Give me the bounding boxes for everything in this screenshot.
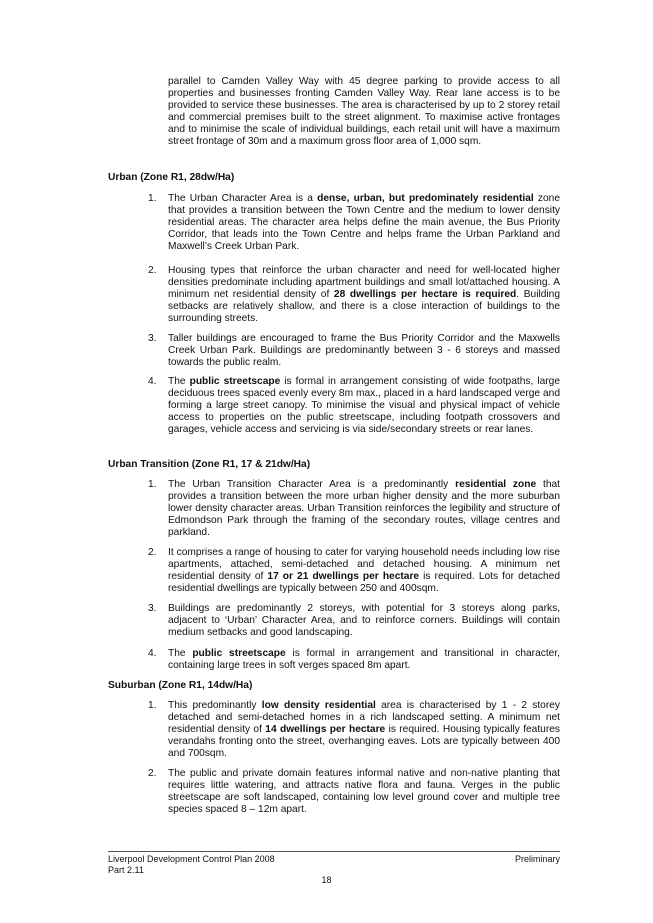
- body-text: zone that provides a transition between the Town Centre and the medium to lower density residential areas. The character area helps define the main avenue, the Bus Priority Corridor, that leads into the Town Centre and helps frame the Urban Parkland and Maxwell’s Creek Urban Park.: [168, 193, 560, 253]
- body-text: is formal in arrangement and transitional in character, containing large trees in soft verges spaced 8m apart.: [168, 648, 560, 672]
- list-item: [148, 547, 560, 595]
- footer-divider: [108, 851, 560, 852]
- list-item: [148, 333, 560, 369]
- item-number: 3.: [148, 603, 157, 614]
- list-item: [148, 768, 560, 816]
- item-text: [168, 768, 560, 816]
- item-number: 1.: [148, 700, 157, 711]
- item-text: [168, 603, 560, 639]
- body-text: The: [168, 648, 193, 659]
- item-number: 4.: [148, 648, 157, 659]
- item-text: [168, 193, 560, 253]
- body-text: is required. Housing typically features verandahs fronting onto the street, overhanging eaves. Lots are typically between 400 and 700sqm.: [168, 724, 560, 760]
- body-text: is required. Lots for detached residential dwellings are typically between 250 and 400sqm.: [168, 571, 561, 595]
- item-text: [168, 547, 560, 595]
- body-text: Taller buildings are encouraged to frame the Bus Priority Corridor and the Maxwells Creek Urban Park. Buildings are predominantly between 3 - 6 storeys and massed towards the public realm.: [168, 333, 560, 369]
- item-number: 1.: [148, 193, 157, 204]
- item-number: 2.: [148, 265, 157, 276]
- body-text: Housing types that reinforce the urban character and need for well-located higher densities predominate including apartment buildings and small lot/attached housing. A minimum net residential density of: [168, 265, 560, 301]
- intro-paragraph: parallel to Camden Valley Way with 45 degree parking to provide access to all properties and businesses fronting Camden Valley Way. Rear lane access is to be provided to service these businesses. The area is characterised by up to 2 storey retail and commercial premises built to the street alignment. To maximise active frontages and to minimise the scale of individual buildings, each retail unit will have a maximum street frontage of 30m and a maximum gross floor area of 1,000 sqm.: [168, 76, 560, 148]
- body-text: Buildings are predominantly 2 storeys, with potential for 3 storeys along parks, adjacent to ‘Urban’ Character Area, and to reinforce corners. Buildings will contain medium setbacks and good landscaping.: [168, 603, 560, 639]
- section-heading-urban: Urban (Zone R1, 28dw/Ha): [108, 172, 235, 183]
- item-text: [168, 376, 560, 436]
- section-heading-suburban: Suburban (Zone R1, 14dw/Ha): [108, 680, 253, 691]
- body-text: that provides a transition between the more urban higher density and the more suburban lower density character areas. Urban Transition reinforces the legibility and structure of Edmondson Park through the framing of the secondary routes, village centres and parkland.: [168, 479, 560, 539]
- item-text: [168, 700, 560, 760]
- list-item: [148, 648, 560, 672]
- body-text: The Urban Transition Character Area is a predominantly: [168, 479, 456, 490]
- body-text: is formal in arrangement consisting of wide footpaths, large deciduous trees spaced evenly every 8m max., placed in a hard landscaped verge and forming a large street canopy. To minimise the visual and physical impact of vehicle access to properties on the public streetscape, including footpath crossovers and garages, vehicle access and servicing is via side/secondary streets or rear lanes.: [168, 376, 560, 436]
- footer-status: Preliminary: [514, 854, 560, 864]
- list-item: [148, 603, 560, 639]
- item-number: 2.: [148, 768, 157, 779]
- emphasis-text: public streetscape: [192, 648, 286, 659]
- item-number: 4.: [148, 376, 157, 387]
- emphasis-text: public streetscape: [189, 376, 281, 387]
- emphasis-text: low density residential: [261, 700, 376, 711]
- body-text: The: [168, 376, 190, 387]
- list-item: [148, 265, 560, 325]
- list-item: [148, 376, 560, 436]
- item-text: [168, 479, 560, 539]
- body-text: This predominantly: [168, 700, 262, 711]
- item-text: [168, 648, 560, 672]
- item-number: 2.: [148, 547, 157, 558]
- section-heading-urban-transition: Urban Transition (Zone R1, 17 & 21dw/Ha): [108, 459, 311, 470]
- body-text: . Building setbacks are relatively shallow, and there is a close interaction of buildings to the surrounding streets.: [168, 289, 560, 325]
- body-text: The public and private domain features informal native and non-native planting that requires little watering, and attracts native flora and fauna. Verges in the public streetscape are soft landscaped, containing low level ground cover and multiple tree species spaced 8 – 12m apart.: [168, 768, 560, 816]
- body-text: The Urban Character Area is a: [168, 193, 318, 204]
- item-number: 1.: [148, 479, 157, 490]
- emphasis-text: dense, urban, but predominately residential: [317, 193, 534, 204]
- item-text: [168, 265, 560, 325]
- item-text: [168, 333, 560, 369]
- emphasis-text: 28 dwellings per hectare is required: [333, 289, 517, 301]
- body-text: area is characterised by 1 - 2 storey detached and semi-detached homes in a rich landscaped setting. A minimum net residential density of: [168, 700, 560, 736]
- item-number: 3.: [148, 333, 157, 344]
- page-number: 18: [321, 875, 332, 885]
- body-text: It comprises a range of housing to cater for varying household needs including low rise apartments, attached, semi-detached and detached housing. A minimum net residential density of: [168, 547, 560, 583]
- list-item: [148, 193, 560, 253]
- footer-plan-name: Liverpool Development Control Plan 2008: [108, 854, 275, 864]
- footer-document-title: [108, 854, 275, 876]
- footer-part-number: Part 2.11: [108, 865, 144, 875]
- emphasis-text: 17 or 21 dwellings per hectare: [267, 571, 420, 583]
- emphasis-text: residential zone: [455, 479, 537, 490]
- list-item: [148, 700, 560, 760]
- list-item: [148, 479, 560, 539]
- emphasis-text: 14 dwellings per hectare: [265, 724, 386, 736]
